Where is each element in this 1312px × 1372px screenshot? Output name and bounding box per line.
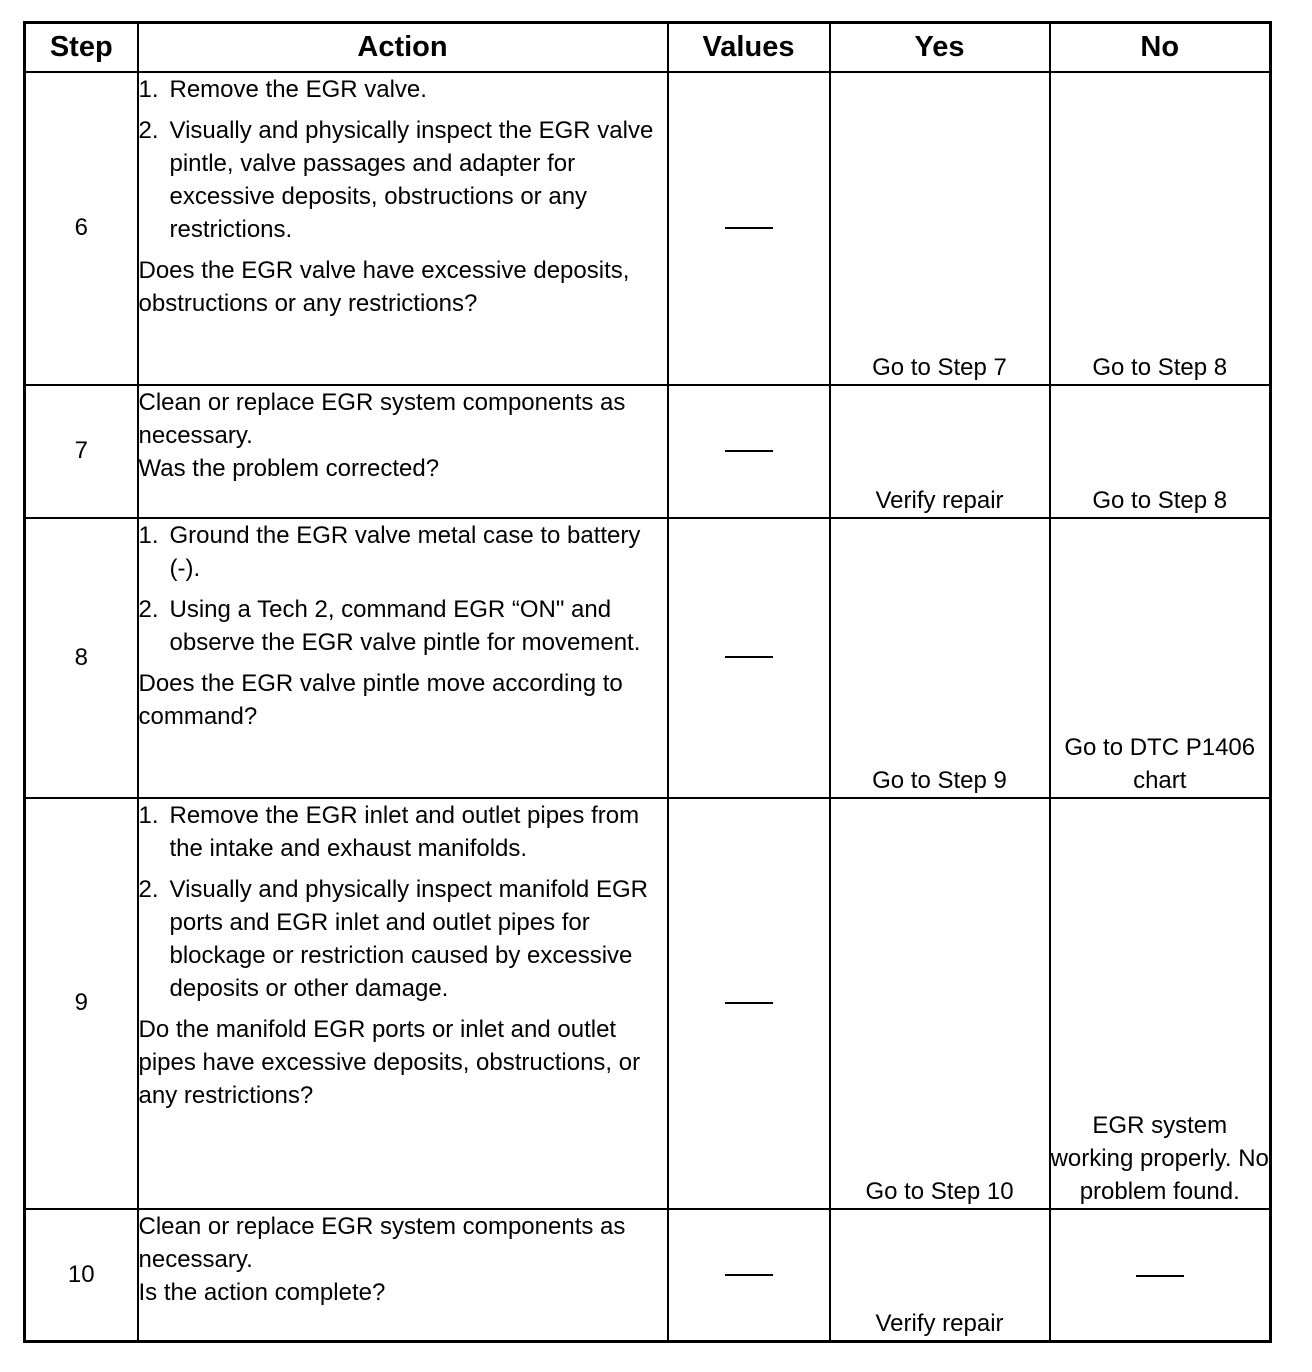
action-line: Clean or replace EGR system components as necessary. [138, 1212, 626, 1273]
action-question: Do the manifold EGR ports or inlet and outlet pipes have excessive deposits, obstructions, or any restrictions? [138, 1015, 641, 1109]
header-values: Values [668, 23, 830, 72]
table-row [25, 72, 1271, 385]
values-cell [668, 1209, 830, 1342]
step-number: 7 [25, 385, 138, 518]
yes-cell: Verify repair [830, 385, 1050, 518]
no-cell: Go to Step 8 [1050, 72, 1271, 385]
header-step: Step [25, 23, 138, 72]
no-cell [1050, 1209, 1271, 1342]
values-cell [668, 72, 830, 385]
action-item: 1. Remove the EGR valve. [138, 75, 427, 103]
step-number: 9 [25, 798, 138, 1209]
action-list [139, 73, 667, 246]
yes-cell: Go to Step 10 [830, 798, 1050, 1209]
values-cell [668, 385, 830, 518]
dash-mark [725, 1002, 773, 1004]
action-question: Does the EGR valve pintle move according to command? [138, 669, 623, 730]
action-item: 2. Using a Tech 2, command EGR “ON" and observe the EGR valve pintle for movement. [138, 595, 641, 656]
action-item-text: Ground the EGR valve metal case to battery (-). [169, 521, 641, 582]
action-item-text: Remove the EGR inlet and outlet pipes from the intake and exhaust manifolds. [169, 801, 640, 862]
diagnostic-table [23, 21, 1272, 1343]
no-cell: Go to DTC P1406 chart [1050, 518, 1271, 798]
action-item-text: Visually and physically inspect the EGR valve pintle, valve passages and adapter for excessive deposits, obstructions or any restrictions. [169, 116, 654, 243]
table-row [25, 798, 1271, 1209]
dash-mark [725, 450, 773, 452]
action-question: Was the problem corrected? [138, 454, 440, 482]
action-cell [138, 798, 668, 1209]
yes-cell: Verify repair [830, 1209, 1050, 1342]
table-row [25, 1209, 1271, 1342]
step-number: 10 [25, 1209, 138, 1342]
dash-mark [1136, 1275, 1184, 1277]
action-item: 2. Visually and physically inspect the EGR valve pintle, valve passages and adapter for excessive deposits, obstructions or any restrictions. [138, 116, 654, 243]
values-cell [668, 518, 830, 798]
action-item: 1. Remove the EGR inlet and outlet pipes from the intake and exhaust manifolds. [138, 801, 640, 862]
dash-mark [725, 1274, 773, 1276]
action-list [139, 519, 667, 659]
action-cell [138, 518, 668, 798]
action-item-text: Using a Tech 2, command EGR “ON" and observe the EGR valve pintle for movement. [169, 595, 641, 656]
dash-mark [725, 656, 773, 658]
action-list [139, 799, 667, 1005]
action-question: Is the action complete? [138, 1278, 386, 1306]
no-cell: Go to Step 8 [1050, 385, 1271, 518]
action-item: 2. Visually and physically inspect manifold EGR ports and EGR inlet and outlet pipes for blockage or restriction caused by excessive deposits or other damage. [138, 875, 648, 1002]
action-item: 1. Ground the EGR valve metal case to battery (-). [138, 521, 641, 582]
action-item-text: Visually and physically inspect manifold EGR ports and EGR inlet and outlet pipes for blockage or restriction caused by excessive deposits or other damage. [169, 875, 648, 1002]
action-cell [138, 72, 668, 385]
action-item-text: Remove the EGR valve. [169, 75, 427, 103]
action-cell [138, 1209, 668, 1342]
header-action: Action [138, 23, 668, 72]
yes-cell: Go to Step 7 [830, 72, 1050, 385]
action-cell [138, 385, 668, 518]
action-question: Does the EGR valve have excessive deposits, obstructions or any restrictions? [138, 256, 630, 317]
values-cell [668, 798, 830, 1209]
yes-cell: Go to Step 9 [830, 518, 1050, 798]
table-row [25, 518, 1271, 798]
header-row [25, 23, 1271, 72]
step-number: 6 [25, 72, 138, 385]
header-yes: Yes [830, 23, 1050, 72]
dash-mark [725, 227, 773, 229]
no-cell: EGR system working properly. No problem found. [1050, 798, 1271, 1209]
table-row [25, 385, 1271, 518]
header-no: No [1050, 23, 1271, 72]
action-line: Clean or replace EGR system components as necessary. [138, 388, 626, 449]
step-number: 8 [25, 518, 138, 798]
